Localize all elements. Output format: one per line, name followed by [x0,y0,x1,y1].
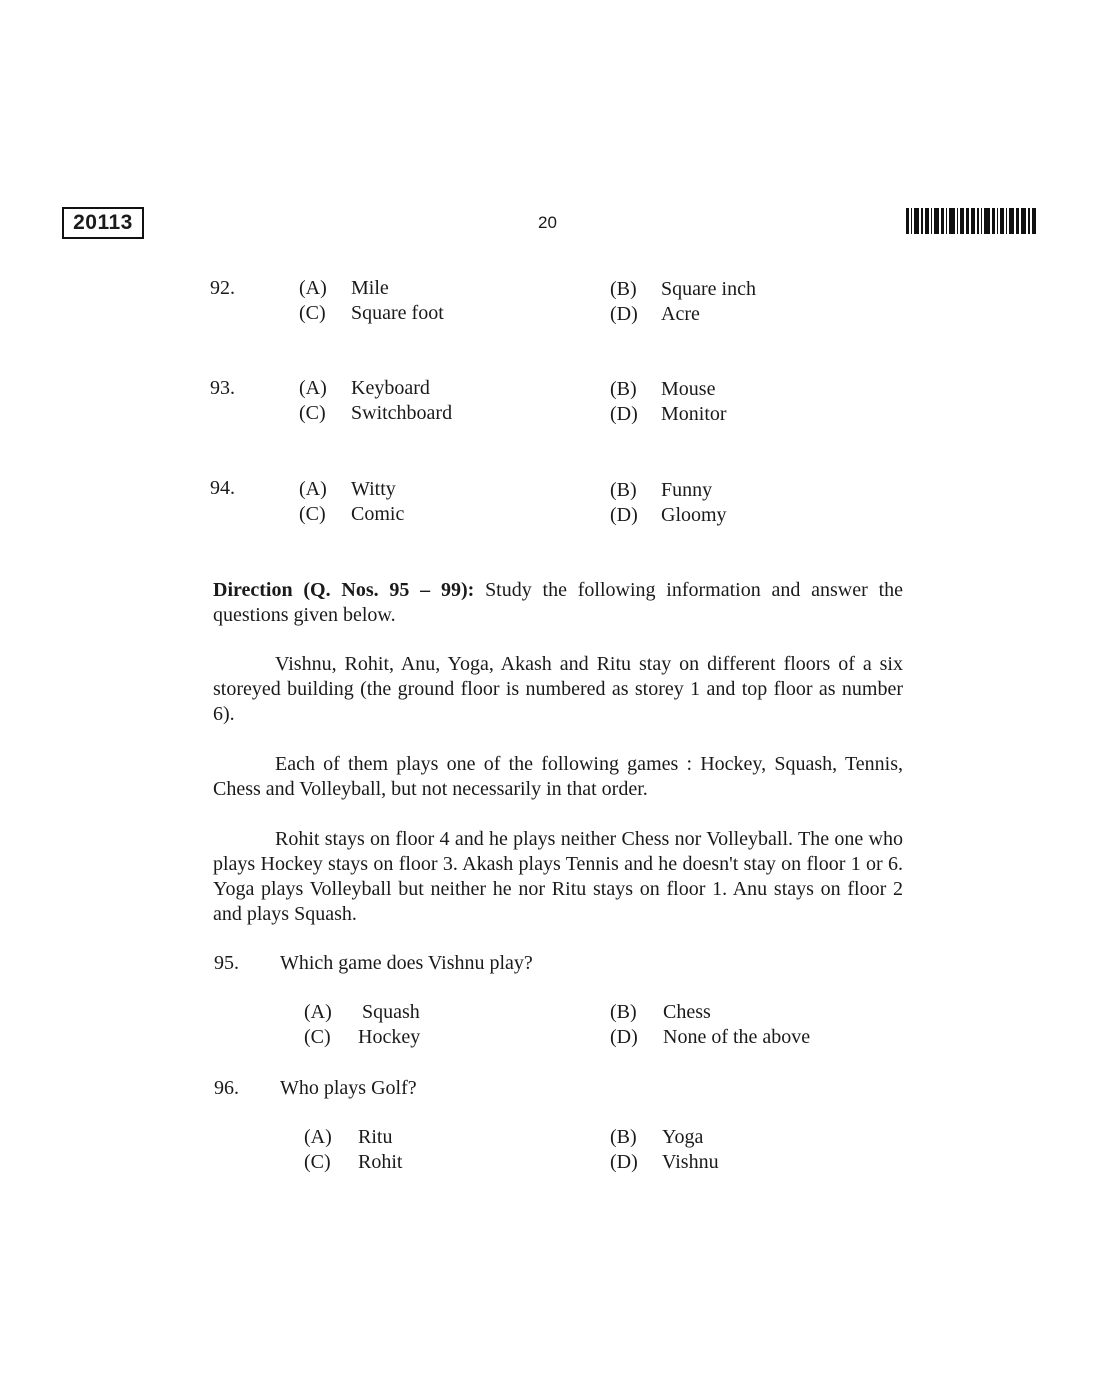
option-label-b: (B) [610,278,637,300]
option-c: Switchboard [351,402,453,424]
option-d: None of the above [663,1026,811,1048]
barcode-icon [906,208,1038,234]
option-a: Squash [362,1001,420,1023]
option-a: Witty [351,478,396,500]
direction-text: Study the following information and answer the questions given below. [213,579,904,626]
passage-paragraph: Each of them plays one of the following games : Hockey, Squash, Tennis, Chess and Volleyball, but not necessarily in that order. [213,753,903,800]
option-label-d: (D) [610,1026,638,1048]
option-label-a: (A) [299,377,327,399]
question-number: 92. [210,277,235,299]
option-label-a: (A) [304,1001,332,1023]
option-b: Funny [661,479,713,501]
question-number: 95. [214,952,239,974]
option-label-b: (B) [610,1001,637,1023]
option-label-d: (D) [610,403,638,425]
question-number: 96. [214,1077,239,1099]
option-label-c: (C) [304,1026,331,1048]
option-b: Mouse [661,378,716,400]
option-label-d: (D) [610,504,638,526]
option-label-a: (A) [304,1126,332,1148]
question-text: Who plays Golf? [280,1077,417,1099]
option-label-b: (B) [610,378,637,400]
option-label-d: (D) [610,303,638,325]
option-c: Hockey [358,1026,421,1048]
option-label-c: (C) [299,402,326,424]
question-number: 93. [210,377,235,399]
direction-label: Direction (Q. Nos. 95 – 99): [213,579,475,601]
option-d: Monitor [661,403,727,425]
option-b: Yoga [662,1126,704,1148]
option-c: Square foot [351,302,444,324]
option-a: Mile [351,277,389,299]
option-a: Keyboard [351,377,430,399]
option-d: Acre [661,303,700,325]
paper-code: 20113 [62,207,144,239]
page-number: 20 [538,213,557,232]
option-label-b: (B) [610,479,637,501]
passage-paragraph: Vishnu, Rohit, Anu, Yoga, Akash and Ritu stay on different floors of a six storeyed building (the ground floor is numbered as storey 1 and top floor as number 6). [213,653,903,725]
option-label-a: (A) [299,478,327,500]
option-a: Ritu [358,1126,393,1148]
option-label-c: (C) [299,503,326,525]
passage-paragraph: Rohit stays on floor 4 and he plays neither Chess nor Volleyball. The one who plays Hockey stays on floor 3. Akash plays Tennis and he doesn't stay on floor 1 or 6. Yoga plays Volleyball but neither he nor Ritu stays on floor 1. Anu stays on floor 2 and plays Squash. [213,828,903,925]
option-label-d: (D) [610,1151,638,1173]
option-c: Comic [351,503,405,525]
option-b: Chess [663,1001,711,1023]
question-text: Which game does Vishnu play? [280,952,533,974]
question-number: 94. [210,477,235,499]
option-b: Square inch [661,278,756,300]
option-label-a: (A) [299,277,327,299]
option-label-b: (B) [610,1126,637,1148]
option-label-c: (C) [304,1151,331,1173]
direction-block [213,578,903,628]
option-d: Gloomy [661,504,727,526]
option-d: Vishnu [662,1151,719,1173]
option-c: Rohit [358,1151,403,1173]
option-label-c: (C) [299,302,326,324]
